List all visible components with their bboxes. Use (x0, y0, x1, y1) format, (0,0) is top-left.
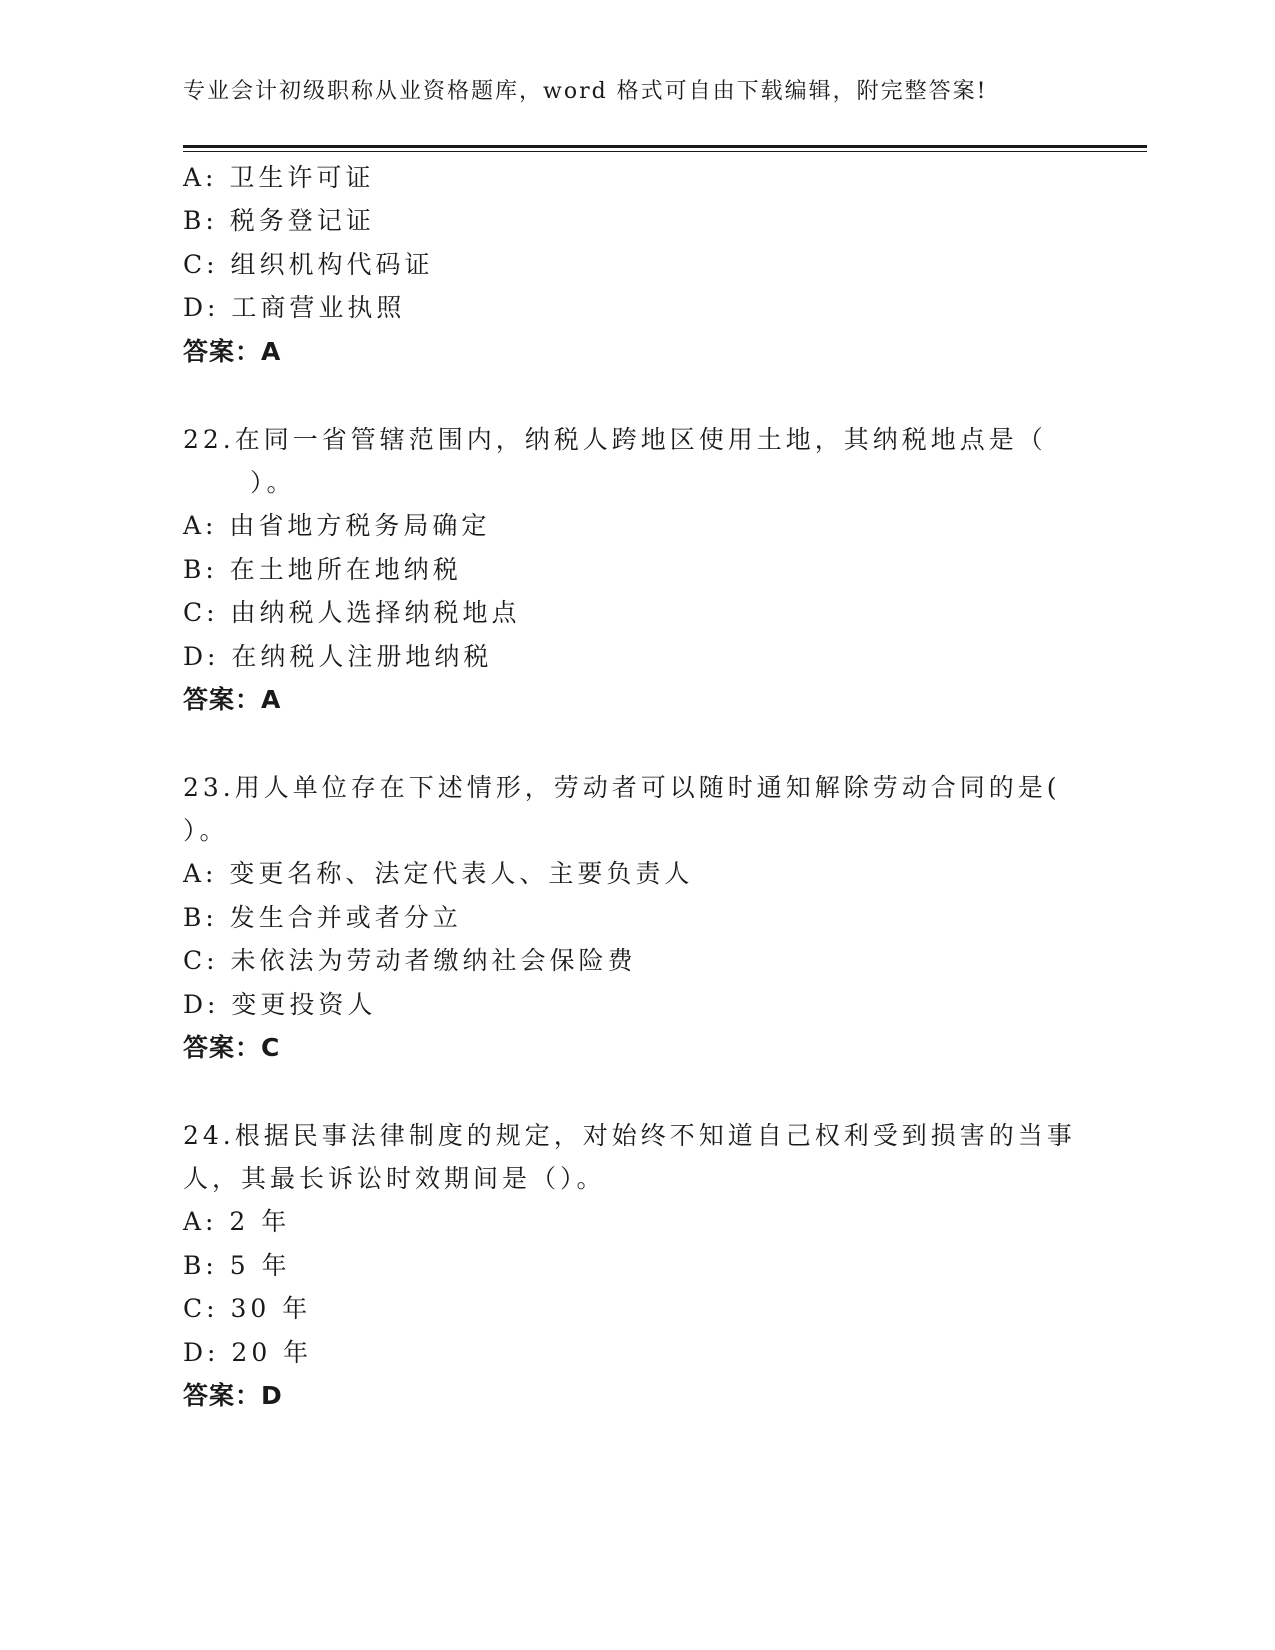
q22-option-a: A: 由省地方税务局确定 (183, 511, 491, 540)
q21-option-d: D: 工商营业执照 (183, 293, 406, 322)
q24-option-b: B: 5 年 (183, 1251, 291, 1280)
q23-stem-line1: 23.用人单位存在下述情形，劳动者可以随时通知解除劳动合同的是( (183, 773, 1061, 802)
q22-stem-line1: 22.在同一省管辖范围内，纳税人跨地区使用土地，其纳税地点是（ (183, 425, 1047, 454)
header-rule-thick (183, 145, 1147, 148)
q22-option-d: D: 在纳税人注册地纳税 (183, 642, 493, 671)
q21-answer: 答案：A (183, 337, 282, 366)
q23-option-d: D: 变更投资人 (183, 990, 377, 1019)
header-rule-thin (183, 151, 1147, 152)
q24-option-c: C: 30 年 (183, 1294, 312, 1323)
q23-answer: 答案：C (183, 1033, 281, 1062)
q21-option-c: C: 组织机构代码证 (183, 250, 434, 279)
q21-option-a: A: 卫生许可证 (183, 163, 375, 192)
q24-option-a: A: 2 年 (183, 1207, 291, 1236)
q23-option-a: A: 变更名称、法定代表人、主要负责人 (183, 859, 694, 888)
q24-stem-line2: 人，其最长诉讼时效期间是（）。 (183, 1164, 606, 1193)
q24-option-d: D: 20 年 (183, 1338, 313, 1367)
q24-stem-line1: 24.根据民事法律制度的规定，对始终不知道自己权利受到损害的当事 (183, 1121, 1076, 1150)
q22-stem-line2: ）。 (250, 468, 296, 497)
q24-answer: 答案：D (183, 1381, 283, 1410)
document-header: 专业会计初级职称从业资格题库，word 格式可自由下载编辑，附完整答案! (183, 79, 988, 104)
q23-stem-line2: ）。 (183, 816, 229, 845)
q23-option-c: C: 未依法为劳动者缴纳社会保险费 (183, 946, 637, 975)
q22-option-b: B: 在土地所在地纳税 (183, 555, 462, 584)
q22-answer: 答案：A (183, 685, 282, 714)
q22-option-c: C: 由纳税人选择纳税地点 (183, 598, 521, 627)
q23-option-b: B: 发生合并或者分立 (183, 903, 462, 932)
q21-option-b: B: 税务登记证 (183, 206, 375, 235)
